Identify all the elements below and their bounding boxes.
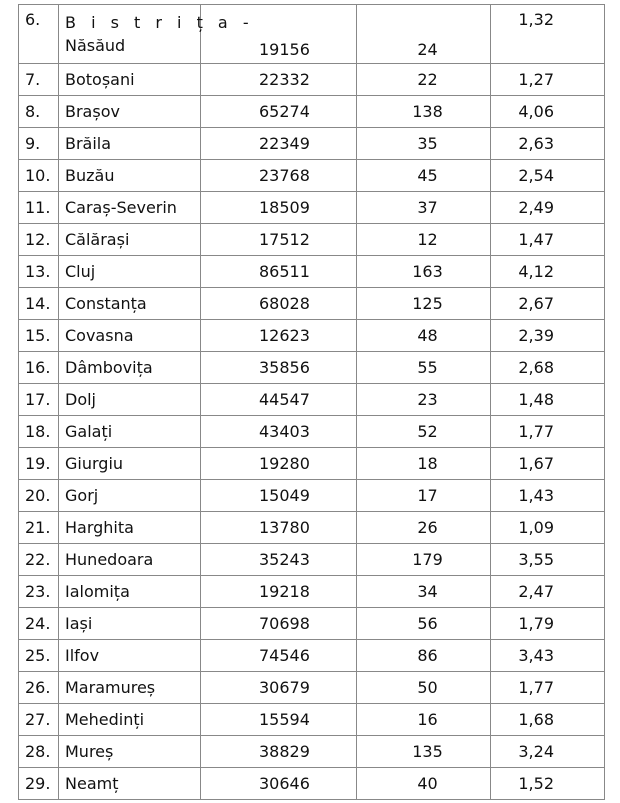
county-name: Hunedoara (59, 544, 201, 576)
value-col-3: 52 (357, 416, 491, 448)
county-name: Brașov (59, 96, 201, 128)
row-number: 25. (19, 640, 59, 672)
value-col-3: 138 (357, 96, 491, 128)
value-col-4: 2,63 (491, 128, 605, 160)
county-name: Buzău (59, 160, 201, 192)
value-col-4: 1,32 (491, 5, 605, 64)
row-number: 14. (19, 288, 59, 320)
value-col-4: 4,12 (491, 256, 605, 288)
value-col-3: 125 (357, 288, 491, 320)
table-body (19, 5, 605, 800)
table-row (19, 320, 605, 352)
value-col-3: 23 (357, 384, 491, 416)
value-col-3: 26 (357, 512, 491, 544)
row-number: 15. (19, 320, 59, 352)
table-row (19, 5, 605, 64)
value-col-2: 22349 (201, 128, 357, 160)
value-col-3: 50 (357, 672, 491, 704)
county-name (59, 5, 254, 64)
table-row (19, 160, 605, 192)
value-col-3: 12 (357, 224, 491, 256)
value-col-2: 74546 (201, 640, 357, 672)
value-col-2: 19156 (201, 5, 357, 64)
row-number: 17. (19, 384, 59, 416)
county-name: Ilfov (59, 640, 201, 672)
value-col-3: 135 (357, 736, 491, 768)
value-col-4: 3,55 (491, 544, 605, 576)
value-col-2: 30679 (201, 672, 357, 704)
value-col-4: 1,52 (491, 768, 605, 800)
value-col-4: 3,43 (491, 640, 605, 672)
table-row (19, 544, 605, 576)
county-name: Caraș-Severin (59, 192, 201, 224)
county-name: Constanța (59, 288, 201, 320)
value-col-4: 2,39 (491, 320, 605, 352)
value-col-4: 1,68 (491, 704, 605, 736)
table-row (19, 96, 605, 128)
row-number: 10. (19, 160, 59, 192)
table-row (19, 256, 605, 288)
value-col-2: 43403 (201, 416, 357, 448)
row-number: 11. (19, 192, 59, 224)
value-col-2: 19280 (201, 448, 357, 480)
value-col-2: 18509 (201, 192, 357, 224)
value-col-4: 1,47 (491, 224, 605, 256)
county-name: Dâmbovița (59, 352, 201, 384)
table-row (19, 224, 605, 256)
value-col-4: 1,67 (491, 448, 605, 480)
value-col-3: 48 (357, 320, 491, 352)
value-col-2: 15594 (201, 704, 357, 736)
county-name: Dolj (59, 384, 201, 416)
value-col-2: 23768 (201, 160, 357, 192)
table-row (19, 512, 605, 544)
value-col-2: 65274 (201, 96, 357, 128)
county-name: Brăila (59, 128, 201, 160)
value-col-2: 38829 (201, 736, 357, 768)
value-col-4: 4,06 (491, 96, 605, 128)
value-col-4: 1,77 (491, 416, 605, 448)
row-number: 26. (19, 672, 59, 704)
value-col-3: 45 (357, 160, 491, 192)
county-name-line-2: Năsăud (65, 36, 126, 55)
value-col-2: 70698 (201, 608, 357, 640)
row-number: 29. (19, 768, 59, 800)
table-row (19, 128, 605, 160)
table-row (19, 736, 605, 768)
row-number: 28. (19, 736, 59, 768)
value-col-4: 1,43 (491, 480, 605, 512)
row-number: 22. (19, 544, 59, 576)
table-row (19, 416, 605, 448)
value-col-3: 22 (357, 64, 491, 96)
value-col-2: 17512 (201, 224, 357, 256)
row-number: 8. (19, 96, 59, 128)
county-name: Mehedinți (59, 704, 201, 736)
row-number: 27. (19, 704, 59, 736)
row-number: 16. (19, 352, 59, 384)
table-row (19, 64, 605, 96)
row-number: 9. (19, 128, 59, 160)
row-number: 20. (19, 480, 59, 512)
county-statistics-table (18, 4, 605, 800)
table-row (19, 192, 605, 224)
county-name: Călărași (59, 224, 201, 256)
value-col-3: 34 (357, 576, 491, 608)
table-row (19, 288, 605, 320)
value-col-3: 55 (357, 352, 491, 384)
table-row (19, 608, 605, 640)
value-col-4: 2,49 (491, 192, 605, 224)
row-number: 7. (19, 64, 59, 96)
value-col-4: 1,77 (491, 672, 605, 704)
row-number: 19. (19, 448, 59, 480)
county-name: Ialomița (59, 576, 201, 608)
value-col-3: 56 (357, 608, 491, 640)
value-col-3: 37 (357, 192, 491, 224)
value-col-4: 2,54 (491, 160, 605, 192)
value-col-2: 22332 (201, 64, 357, 96)
row-number: 23. (19, 576, 59, 608)
value-col-3: 40 (357, 768, 491, 800)
table-row (19, 768, 605, 800)
value-col-4: 1,27 (491, 64, 605, 96)
row-number: 21. (19, 512, 59, 544)
value-col-3: 35 (357, 128, 491, 160)
county-name: Giurgiu (59, 448, 201, 480)
table-row (19, 448, 605, 480)
county-name: Maramureș (59, 672, 201, 704)
value-col-2: 15049 (201, 480, 357, 512)
value-col-3: 16 (357, 704, 491, 736)
value-col-2: 13780 (201, 512, 357, 544)
row-number: 18. (19, 416, 59, 448)
value-col-2: 35856 (201, 352, 357, 384)
value-col-2: 86511 (201, 256, 357, 288)
value-col-3: 17 (357, 480, 491, 512)
county-name-line-1: B i s t r i ț a - (65, 13, 254, 32)
table-row (19, 384, 605, 416)
value-col-2: 12623 (201, 320, 357, 352)
value-col-3: 18 (357, 448, 491, 480)
row-number: 13. (19, 256, 59, 288)
value-col-2: 44547 (201, 384, 357, 416)
county-name: Mureș (59, 736, 201, 768)
table-row (19, 576, 605, 608)
value-col-4: 2,47 (491, 576, 605, 608)
county-name: Neamț (59, 768, 201, 800)
county-name: Galați (59, 416, 201, 448)
value-col-4: 1,48 (491, 384, 605, 416)
value-col-2: 19218 (201, 576, 357, 608)
county-name: Botoșani (59, 64, 201, 96)
county-name: Harghita (59, 512, 201, 544)
value-col-4: 3,24 (491, 736, 605, 768)
table-row (19, 704, 605, 736)
table-row (19, 352, 605, 384)
county-name: Cluj (59, 256, 201, 288)
row-number: 6. (19, 5, 59, 64)
value-col-4: 1,09 (491, 512, 605, 544)
value-col-4: 2,68 (491, 352, 605, 384)
value-col-3: 179 (357, 544, 491, 576)
row-number: 24. (19, 608, 59, 640)
row-number: 12. (19, 224, 59, 256)
table-row (19, 672, 605, 704)
value-col-2: 35243 (201, 544, 357, 576)
table-row (19, 480, 605, 512)
value-col-4: 2,67 (491, 288, 605, 320)
value-col-2: 30646 (201, 768, 357, 800)
county-name: Covasna (59, 320, 201, 352)
value-col-4: 1,79 (491, 608, 605, 640)
value-col-3: 86 (357, 640, 491, 672)
value-col-2: 68028 (201, 288, 357, 320)
value-col-3: 163 (357, 256, 491, 288)
table-row (19, 640, 605, 672)
value-col-3: 24 (357, 5, 491, 64)
county-name: Iași (59, 608, 201, 640)
county-name: Gorj (59, 480, 201, 512)
